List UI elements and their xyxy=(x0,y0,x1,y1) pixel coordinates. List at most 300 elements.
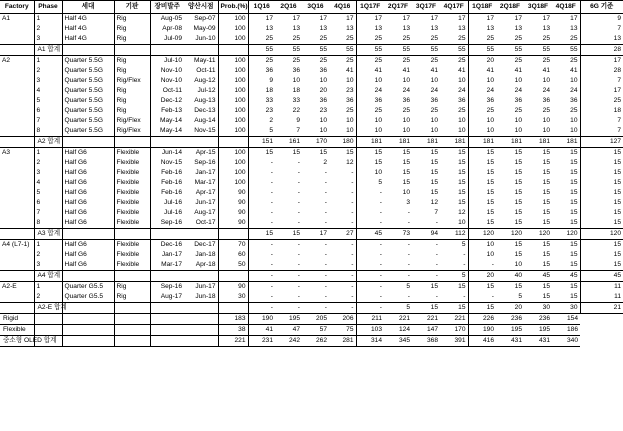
table-cell: 10 xyxy=(458,76,466,84)
table-cell: Apr-15 xyxy=(195,148,216,156)
table-cell: - xyxy=(351,218,354,226)
table-cell: 15 xyxy=(514,188,522,196)
table-cell: 221 xyxy=(412,314,440,325)
table-cell: Quarter G5.5 xyxy=(62,292,114,303)
table-cell: 9 xyxy=(580,14,623,25)
table-cell: Rig/Flex xyxy=(114,76,150,86)
table-row xyxy=(0,218,623,229)
table-cell: 15 xyxy=(468,158,496,168)
table-cell: 2 xyxy=(34,158,62,168)
table-row xyxy=(0,24,623,34)
factory-cell xyxy=(0,45,34,56)
table-cell: 17 xyxy=(468,14,496,25)
table-cell: 15 xyxy=(542,208,550,216)
table-cell: Jul-10 xyxy=(150,56,184,67)
table-cell: 10 xyxy=(468,116,496,126)
table-cell: 15 xyxy=(468,282,496,293)
table-row xyxy=(0,148,623,159)
table-cell: 181 xyxy=(412,137,440,148)
table-cell: 36 xyxy=(458,96,466,104)
column-header: 2Q16 xyxy=(275,1,302,14)
table-cell: Half G6 xyxy=(62,260,114,271)
table-cell: 13 xyxy=(570,24,578,32)
table-cell: Rig xyxy=(114,14,150,25)
table-cell: 10 xyxy=(514,116,522,124)
table-cell: 55 xyxy=(248,45,275,56)
column-header: 장비발주 xyxy=(150,1,184,14)
table-cell: Quarter G5.5 xyxy=(62,282,114,293)
table-cell: 10 xyxy=(570,76,578,84)
table-cell: - xyxy=(356,208,384,218)
table-cell: 340 xyxy=(552,336,580,347)
table-cell: 195 xyxy=(496,325,524,336)
factory-cell xyxy=(0,198,34,208)
table-cell: 181 xyxy=(468,137,496,148)
table-cell: 20 xyxy=(496,303,524,314)
subtotal-label: A2-E 합계 xyxy=(34,303,62,314)
table-cell: - xyxy=(356,292,384,303)
factory-cell xyxy=(0,76,34,86)
table-cell: Quarter 5.5G xyxy=(62,96,114,106)
table-cell: 25 xyxy=(402,34,410,42)
factory-cell xyxy=(0,208,34,218)
table-cell: 25 xyxy=(319,56,327,64)
table-cell: 15 xyxy=(580,240,623,251)
table-cell: 2 xyxy=(34,24,62,34)
table-cell xyxy=(114,325,150,336)
table-cell: 24 xyxy=(514,86,522,94)
table-cell: 24 xyxy=(356,86,384,96)
table-cell: 10 xyxy=(346,116,354,124)
table-cell: 25 xyxy=(346,34,354,42)
table-cell: 41 xyxy=(468,66,496,76)
table-cell: - xyxy=(407,250,410,258)
total-label: Rigid xyxy=(0,314,34,325)
table-cell: 15 xyxy=(580,158,623,168)
table-cell: 10 xyxy=(458,218,466,226)
table-cell: 94 xyxy=(412,229,440,240)
table-cell: Oct-11 xyxy=(150,86,184,96)
table-cell: 55 xyxy=(496,45,524,56)
table-cell: 25 xyxy=(356,34,384,45)
column-header: 4Q17F xyxy=(440,1,468,14)
table-cell: - xyxy=(435,292,438,300)
table-cell: - xyxy=(297,158,300,166)
table-cell: 25 xyxy=(356,106,384,116)
table-cell xyxy=(62,325,114,336)
factory-cell xyxy=(0,260,34,271)
table-cell: 431 xyxy=(496,336,524,347)
table-cell: 15 xyxy=(542,282,550,290)
table-cell: 7 xyxy=(580,126,623,137)
column-header: Factory xyxy=(0,1,34,14)
table-cell: 41 xyxy=(542,66,550,74)
table-cell: 2 xyxy=(34,66,62,76)
table-cell xyxy=(34,314,62,325)
table-cell: Rig xyxy=(114,292,150,303)
table-row xyxy=(0,34,623,45)
table-cell: 20 xyxy=(468,56,496,67)
table-cell: Jun-10 xyxy=(195,34,216,42)
table-cell: Aug-17 xyxy=(150,292,184,303)
table-cell: 25 xyxy=(248,56,275,67)
table-cell: 25 xyxy=(346,56,354,64)
table-cell: 15 xyxy=(580,178,623,188)
table-cell: - xyxy=(302,303,329,314)
table-cell: 15 xyxy=(356,148,384,159)
table-cell: - xyxy=(356,303,384,314)
table-cell: 7 xyxy=(580,24,623,34)
table-cell: - xyxy=(297,198,300,206)
table-cell: Jun-17 xyxy=(195,198,216,206)
column-header: 세대 xyxy=(62,1,114,14)
table-row xyxy=(0,240,623,251)
table-cell: 25 xyxy=(430,34,438,42)
table-cell: 15 xyxy=(402,178,410,186)
table-cell: 25 xyxy=(430,56,438,64)
table-cell: Half G6 xyxy=(62,240,114,251)
table-cell: 5 xyxy=(248,126,275,137)
table-cell: 10 xyxy=(570,116,578,124)
table-cell: Dec-12 xyxy=(150,96,184,106)
table-cell: 15 xyxy=(580,218,623,229)
table-cell: 100 xyxy=(218,14,248,25)
table-cell: - xyxy=(324,292,327,300)
table-cell: 10 xyxy=(346,76,354,84)
table-cell: 55 xyxy=(329,45,356,56)
table-cell: 25 xyxy=(514,56,522,64)
table-cell: 11 xyxy=(580,282,623,293)
table-cell: - xyxy=(324,178,327,186)
table-row xyxy=(0,116,623,126)
table-cell: Flexible xyxy=(114,168,150,178)
table-cell: 60 xyxy=(218,250,248,260)
table-cell: 41 xyxy=(570,66,578,74)
table-cell: - xyxy=(356,260,384,271)
table-row xyxy=(0,106,623,116)
table-cell xyxy=(62,271,114,282)
table-cell: 15 xyxy=(430,282,438,290)
table-cell: 181 xyxy=(440,137,468,148)
table-cell: 3 xyxy=(34,76,62,86)
table-cell: 10 xyxy=(319,116,327,124)
table-cell: 28 xyxy=(580,66,623,76)
table-cell: 38 xyxy=(218,325,248,336)
table-cell: Half G6 xyxy=(62,188,114,198)
table-cell: - xyxy=(407,292,410,300)
table-cell: 15 xyxy=(570,158,578,166)
table-cell: 36 xyxy=(542,96,550,104)
table-cell: 55 xyxy=(468,45,496,56)
table-cell: 25 xyxy=(580,96,623,106)
table-cell: 195 xyxy=(524,325,552,336)
table-cell: 25 xyxy=(430,106,438,114)
table-cell: 17 xyxy=(248,14,275,25)
table-cell: 15 xyxy=(514,198,522,206)
table-cell: 28 xyxy=(580,45,623,56)
table-cell: Nov-15 xyxy=(150,158,184,168)
table-cell: 15 xyxy=(430,168,438,176)
table-cell: - xyxy=(324,208,327,216)
table-cell: 41 xyxy=(356,66,384,76)
table-cell: - xyxy=(412,271,440,282)
table-cell: Flexible xyxy=(114,208,150,218)
table-cell: - xyxy=(324,188,327,196)
table-cell: 15 xyxy=(580,250,623,260)
factory-cell: A3 xyxy=(2,148,11,156)
table-cell xyxy=(184,303,218,314)
table-cell: - xyxy=(356,188,384,198)
factory-cell xyxy=(0,86,34,96)
table-cell: Quarter 5.5G xyxy=(62,56,114,67)
table-cell: - xyxy=(297,178,300,186)
table-cell: - xyxy=(351,260,354,268)
table-cell: Jul-16 xyxy=(150,198,184,208)
table-cell: 100 xyxy=(218,168,248,178)
table-cell xyxy=(184,229,218,240)
table-cell: Jan-17 xyxy=(195,168,216,176)
table-cell: Quarter 5.5G xyxy=(62,106,114,116)
table-cell: 205 xyxy=(302,314,329,325)
table-cell: 24 xyxy=(468,86,496,96)
table-cell: - xyxy=(248,188,275,198)
total-label: 중소형 OLED 합계 xyxy=(0,336,34,347)
table-cell: 10 xyxy=(570,126,578,134)
table-row xyxy=(0,168,623,178)
table-cell: 15 xyxy=(468,178,496,188)
table-cell: - xyxy=(435,250,438,258)
table-cell: 25 xyxy=(570,56,578,64)
table-cell: Sep-16 xyxy=(150,282,184,293)
table-row xyxy=(0,126,623,137)
factory-cell xyxy=(0,96,34,106)
table-cell: Jul-16 xyxy=(150,208,184,218)
table-cell: 15 xyxy=(468,188,496,198)
table-cell xyxy=(62,229,114,240)
table-cell: 181 xyxy=(384,137,412,148)
table-cell: 20 xyxy=(468,271,496,282)
table-cell: 15 xyxy=(458,168,466,176)
table-cell: 41 xyxy=(458,66,466,74)
table-cell xyxy=(218,303,248,314)
table-cell xyxy=(114,314,150,325)
column-header: Phase xyxy=(34,1,62,14)
table-cell: - xyxy=(297,208,300,216)
table-cell: 18 xyxy=(292,86,300,94)
table-cell: 17 xyxy=(319,14,327,22)
table-cell: 20 xyxy=(319,86,327,94)
table-cell: - xyxy=(297,188,300,196)
table-cell: - xyxy=(356,218,384,229)
table-cell: - xyxy=(302,271,329,282)
table-cell: Quarter 5.5G xyxy=(62,126,114,137)
table-cell: Aug-14 xyxy=(194,116,216,124)
table-cell: Half 4G xyxy=(62,24,114,34)
table-cell: 15 xyxy=(402,148,410,156)
table-cell: Feb-16 xyxy=(150,188,184,198)
table-cell: 181 xyxy=(524,137,552,148)
table-cell: Half G6 xyxy=(62,198,114,208)
table-cell: 151 xyxy=(248,137,275,148)
table-cell: 36 xyxy=(346,96,354,104)
table-cell: 170 xyxy=(440,325,468,336)
table-cell: 15 xyxy=(580,188,623,198)
table-cell: 75 xyxy=(329,325,356,336)
table-cell: 17 xyxy=(514,14,522,22)
table-cell: - xyxy=(297,282,300,290)
table-cell: 15 xyxy=(514,208,522,216)
column-header: 4Q18F xyxy=(552,1,580,14)
table-cell: - xyxy=(407,218,410,226)
table-cell: - xyxy=(297,168,300,176)
table-cell: - xyxy=(248,303,275,314)
column-header: 1Q16 xyxy=(248,1,275,14)
table-cell: 17 xyxy=(542,14,550,22)
table-cell: 90 xyxy=(218,282,248,293)
table-cell: - xyxy=(324,282,327,290)
table-cell: 36 xyxy=(292,66,300,74)
table-cell: 30 xyxy=(218,292,248,303)
table-cell: - xyxy=(329,303,356,314)
table-cell: - xyxy=(463,260,466,268)
table-cell: 25 xyxy=(292,34,300,42)
table-row xyxy=(0,282,623,293)
table-cell: 25 xyxy=(542,34,550,42)
table-cell: 9 xyxy=(248,76,275,86)
table-cell: 103 xyxy=(356,325,384,336)
table-cell: 2 xyxy=(323,158,327,166)
table-cell: Jun-17 xyxy=(195,282,216,290)
table-cell: 15 xyxy=(514,178,522,186)
factory-cell xyxy=(0,188,34,198)
table-cell: 15 xyxy=(514,148,522,156)
factory-cell xyxy=(0,66,34,76)
table-cell: 181 xyxy=(552,137,580,148)
table-cell: 27 xyxy=(329,229,356,240)
table-cell: 45 xyxy=(524,271,552,282)
table-cell: 5 xyxy=(34,96,62,106)
table-cell: 41 xyxy=(430,66,438,74)
factory-cell: A1 xyxy=(2,14,11,22)
table-cell: Sep-16 xyxy=(150,218,184,229)
column-header: 1Q17F xyxy=(356,1,384,14)
table-cell: Dec-17 xyxy=(194,240,216,248)
table-row xyxy=(0,14,623,25)
table-cell: 10 xyxy=(514,76,522,84)
table-cell: 17 xyxy=(430,14,438,22)
table-cell xyxy=(114,45,150,56)
table-cell: 10 xyxy=(468,240,496,251)
table-cell: 5 xyxy=(440,271,468,282)
table-cell: 345 xyxy=(384,336,412,347)
table-cell: 206 xyxy=(329,314,356,325)
table-cell: Rig xyxy=(114,86,150,96)
table-cell: - xyxy=(297,250,300,258)
factory-cell xyxy=(0,168,34,178)
table-cell: Flexible xyxy=(114,178,150,188)
table-cell: Half G6 xyxy=(62,148,114,159)
table-cell: 57 xyxy=(302,325,329,336)
table-cell: 3 xyxy=(406,198,410,206)
table-cell: 45 xyxy=(580,271,623,282)
table-cell: 73 xyxy=(384,229,412,240)
table-cell: 24 xyxy=(458,86,466,94)
table-cell: 15 xyxy=(458,198,466,206)
table-cell: - xyxy=(248,240,275,251)
table-row xyxy=(0,56,623,67)
table-cell: 15 xyxy=(514,158,522,166)
column-header: 3Q17F xyxy=(412,1,440,14)
table-cell: - xyxy=(324,168,327,176)
table-cell: Dec-16 xyxy=(150,240,184,251)
table-cell xyxy=(150,229,184,240)
table-cell: 10 xyxy=(402,188,410,196)
column-header: 1Q18F xyxy=(468,1,496,14)
factory-cell xyxy=(0,158,34,168)
table-cell: Flexible xyxy=(114,250,150,260)
total-row xyxy=(0,314,623,325)
table-cell: 281 xyxy=(329,336,356,347)
table-cell: 181 xyxy=(356,137,384,148)
table-cell: 41 xyxy=(346,66,354,74)
table-cell: 15 xyxy=(430,178,438,186)
table-cell: - xyxy=(324,218,327,226)
table-cell xyxy=(62,303,114,314)
table-header xyxy=(0,1,623,14)
table-cell: 3 xyxy=(34,168,62,178)
table-cell: 10 xyxy=(356,116,384,126)
table-cell: Dec-13 xyxy=(194,106,216,114)
column-header: 6G 기준 xyxy=(580,1,623,14)
table-cell: 100 xyxy=(218,158,248,168)
table-cell: 36 xyxy=(248,66,275,76)
table-cell: - xyxy=(407,260,410,268)
table-cell: 120 xyxy=(468,229,496,240)
table-cell xyxy=(114,303,150,314)
table-cell: 221 xyxy=(384,314,412,325)
table-cell: 195 xyxy=(275,314,302,325)
table-cell: 10 xyxy=(430,126,438,134)
table-cell: - xyxy=(248,271,275,282)
table-cell: Half G6 xyxy=(62,168,114,178)
table-cell: 33 xyxy=(248,96,275,106)
table-cell: - xyxy=(407,208,410,216)
table-cell: 25 xyxy=(458,34,466,42)
table-cell: 368 xyxy=(412,336,440,347)
table-cell: - xyxy=(248,168,275,178)
table-cell: Aug-17 xyxy=(194,208,216,216)
table-cell: - xyxy=(463,292,466,300)
table-cell: - xyxy=(351,240,354,248)
table-cell: 416 xyxy=(468,336,496,347)
table-cell: Sep-16 xyxy=(194,158,216,166)
table-cell: 50 xyxy=(218,260,248,271)
table-cell: 12 xyxy=(458,208,466,216)
table-cell: 100 xyxy=(218,24,248,34)
table-cell: 18 xyxy=(580,106,623,116)
table-cell: 17 xyxy=(292,14,300,22)
table-cell: Aug-13 xyxy=(194,96,216,104)
table-cell: 36 xyxy=(356,96,384,106)
table-cell: 41 xyxy=(248,325,275,336)
column-header: 2Q17F xyxy=(384,1,412,14)
table-cell: 23 xyxy=(346,86,354,94)
table-cell: 10 xyxy=(514,126,522,134)
table-cell: Feb-16 xyxy=(150,168,184,178)
table-cell: 13 xyxy=(402,24,410,32)
table-cell xyxy=(150,325,184,336)
table-cell: - xyxy=(407,240,410,248)
